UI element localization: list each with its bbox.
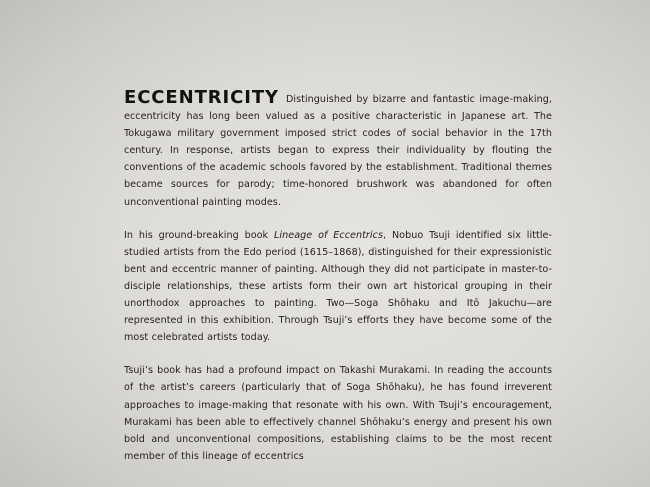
section-heading: ECCENTRICITY — [124, 87, 279, 108]
wall-text-panel — [124, 88, 552, 465]
book-title: Lineage of Eccentrics — [274, 229, 383, 241]
paragraph-murakami — [124, 362, 552, 465]
paragraph-murakami-text: Tsuji’s book has had a profound impact on Takashi Murakami. In reading the accounts of the artist’s careers (particularly that of Soga Shōhaku), he has found irreverent approaches to image-making that resonate with his own. With Tsuji’s encouragement, Murakami has been able to effectively channel Shōhaku’s energy and present his own bold and unconventional compositions, establishing claims to be the most recent member of this lineage of eccentrics — [124, 365, 552, 462]
paragraph-intro-text: Distinguished by bizarre and fantastic image-making, eccentricity has long been valued as a positive characteristic in Japanese art. The Tokugawa military government imposed strict codes of social behavior in the 17th century. In response, artists began to express their individuality by flouting the conventions of the academic schools favored by the establishment. Traditional themes became sources for parody; time-honored brushwork was abandoned for often unconventional painting modes. — [124, 94, 552, 208]
paragraph-tsuji-text: , Nobuo Tsuji identified six little-studied artists from the Edo period (1615–1868), distinguished for their expressionistic bent and eccentric manner of painting. Although they did not participate in master-to-disciple relationships, these artists form their own art historical grouping in their unorthodox approaches to painting. Two—Soga Shōhaku and Itō Jakuchu—are represented in this exhibition. Through Tsuji’s efforts they have become some of the most celebrated artists today. — [124, 229, 552, 344]
paragraph-tsuji — [124, 227, 552, 347]
paragraph-intro — [124, 88, 552, 211]
paragraph-tsuji-lead: In his ground-breaking book — [124, 229, 275, 241]
